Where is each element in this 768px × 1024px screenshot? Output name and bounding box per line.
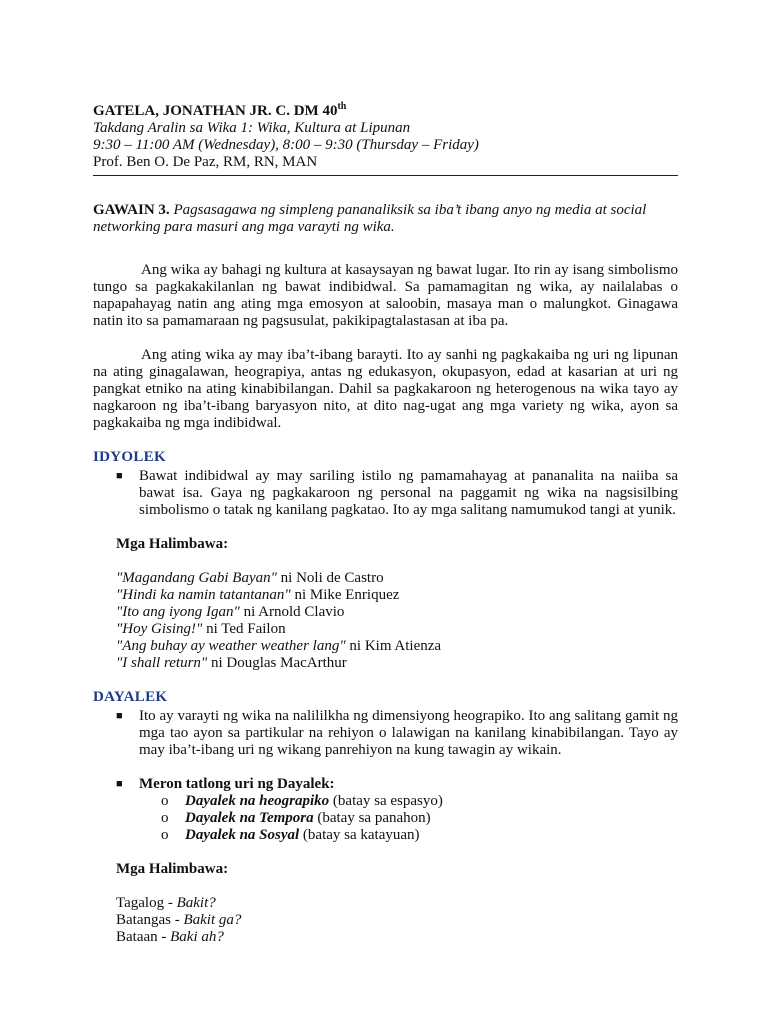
circle-bullet-icon: o: [161, 793, 169, 809]
dayalek-types-heading: Meron tatlong uri ng Dayalek:: [139, 776, 335, 792]
dayalek-type-item: o Dayalek na Tempora (batay sa panahon): [161, 810, 431, 826]
dayalek-bullet: ■ Ito ay varayti ng wika na nalililkha ng dimensiyong heograpiko. Ito ang salitang gamit ng mga tao ayon sa partikular na rehiyon o lalawigan na kanilang kinabibilangan. Tayo ay may iba’t-ibang uri ng wikang panrehiyon na kung tawagin ay wikain.: [116, 708, 678, 758]
idyolek-example: "Hindi ka namin tatantanan" ni Mike Enriquez: [116, 587, 400, 603]
dayalek-example: Bataan - Baki ah?: [116, 929, 224, 945]
dayalek-types-sublist: [93, 793, 678, 844]
document-content: [93, 103, 678, 946]
idyolek-example: "Ito ang iyong Igan" ni Arnold Clavio: [116, 604, 345, 620]
dayalek-type-item: o Dayalek na Sosyal (batay sa katayuan): [161, 827, 420, 843]
course-title: Takdang Aralin sa Wika 1: Wika, Kultura at Lipunan: [93, 120, 411, 136]
square-bullet-icon: ■: [116, 710, 123, 722]
dayalek-types-bullet: [93, 776, 678, 793]
student-name: GATELA, JONATHAN JR. C. DM 40th: [93, 101, 347, 119]
intro-paragraph-1: Ang wika ay bahagi ng kultura at kasaysayan ng bawat lugar. Ito rin ay isang simbolismo tungo sa pagkakakilanlan ng bawat indibidwal. Sa pamamagitan ng wika, ay nailalabas o napapahayag natin ang ating mga emosyon at saloobin, masaya man o malungkot. Ginagawa natin ito sa pamamaraan ng pagsusulat, pakikipagtalastasan at iba pa.: [93, 262, 678, 329]
idyolek-example: "I shall return" ni Douglas MacArthur: [116, 655, 347, 671]
dayalek-bullet-list: [93, 708, 678, 759]
gawain-statement: [93, 202, 678, 236]
gawain-text: Pagsasagawa ng simpleng pananaliksik sa iba’t ibang anyo ng media at social networking para masuri ang mga varayti ng wika.: [93, 202, 647, 235]
idyolek-examples-heading: Mga Halimbawa:: [116, 536, 229, 552]
idyolek-bullet-list: [93, 468, 678, 519]
idyolek-example: "Magandang Gabi Bayan" ni Noli de Castro: [116, 570, 384, 586]
dayalek-type-item: o Dayalek na heograpiko (batay sa espasyo): [161, 793, 443, 809]
dayalek-types-list: [93, 776, 678, 793]
gawain-label: GAWAIN 3.: [93, 202, 170, 218]
idyolek-bullet: ■ Bawat indibidwal ay may sariling istilo ng pamamahayag at pananalita na naiiba sa bawat isa. Gaya ng pagkakaroon ng personal na paggamit ng wika na nagsisilbing simbolismo o tatak ng kanilang pagkatao. Ito ay mga salitang namumukod tangi at yunik.: [116, 468, 678, 518]
square-bullet-icon: ■: [116, 470, 123, 482]
dayalek-example: Batangas - Bakit ga?: [116, 912, 242, 928]
name-superscript: th: [337, 101, 347, 112]
square-bullet-icon: ■: [116, 778, 123, 790]
class-schedule: 9:30 – 11:00 AM (Wednesday), 8:00 – 9:30 (Thursday – Friday): [93, 137, 479, 153]
professor-name: Prof. Ben O. De Paz, RM, RN, MAN: [93, 154, 318, 170]
idyolek-examples-list: [116, 570, 678, 672]
dayalek-heading: DAYALEK: [93, 689, 168, 705]
idyolek-heading: IDYOLEK: [93, 449, 166, 465]
header-divider: [93, 175, 678, 176]
dayalek-examples-heading: Mga Halimbawa:: [116, 861, 229, 877]
circle-bullet-icon: o: [161, 810, 169, 826]
dayalek-examples-list: [116, 895, 678, 946]
intro-paragraph-2: Ang ating wika ay may iba’t-ibang barayti. Ito ay sanhi ng pagkakaiba ng uri ng lipunan na ating ginagalawan, heograpiya, antas ng edukasyon, okupasyon, edad at kasarian at uri ng pangkat etniko na ating kinabibilangan. Dahil sa pagkakaroon ng heterogenous na wika tayo ay nagkaroon ng iba’t-ibang baryasyon nito, at dito nag-ugat ang mga variety ng wika, ayon sa pagkakaiba ng mga indibidwal.: [93, 347, 678, 431]
idyolek-example: "Ang buhay ay weather weather lang" ni Kim Atienza: [116, 638, 442, 654]
idyolek-example: "Hoy Gising!" ni Ted Failon: [116, 621, 286, 637]
dayalek-example: Tagalog - Bakit?: [116, 895, 216, 911]
circle-bullet-icon: o: [161, 827, 169, 843]
